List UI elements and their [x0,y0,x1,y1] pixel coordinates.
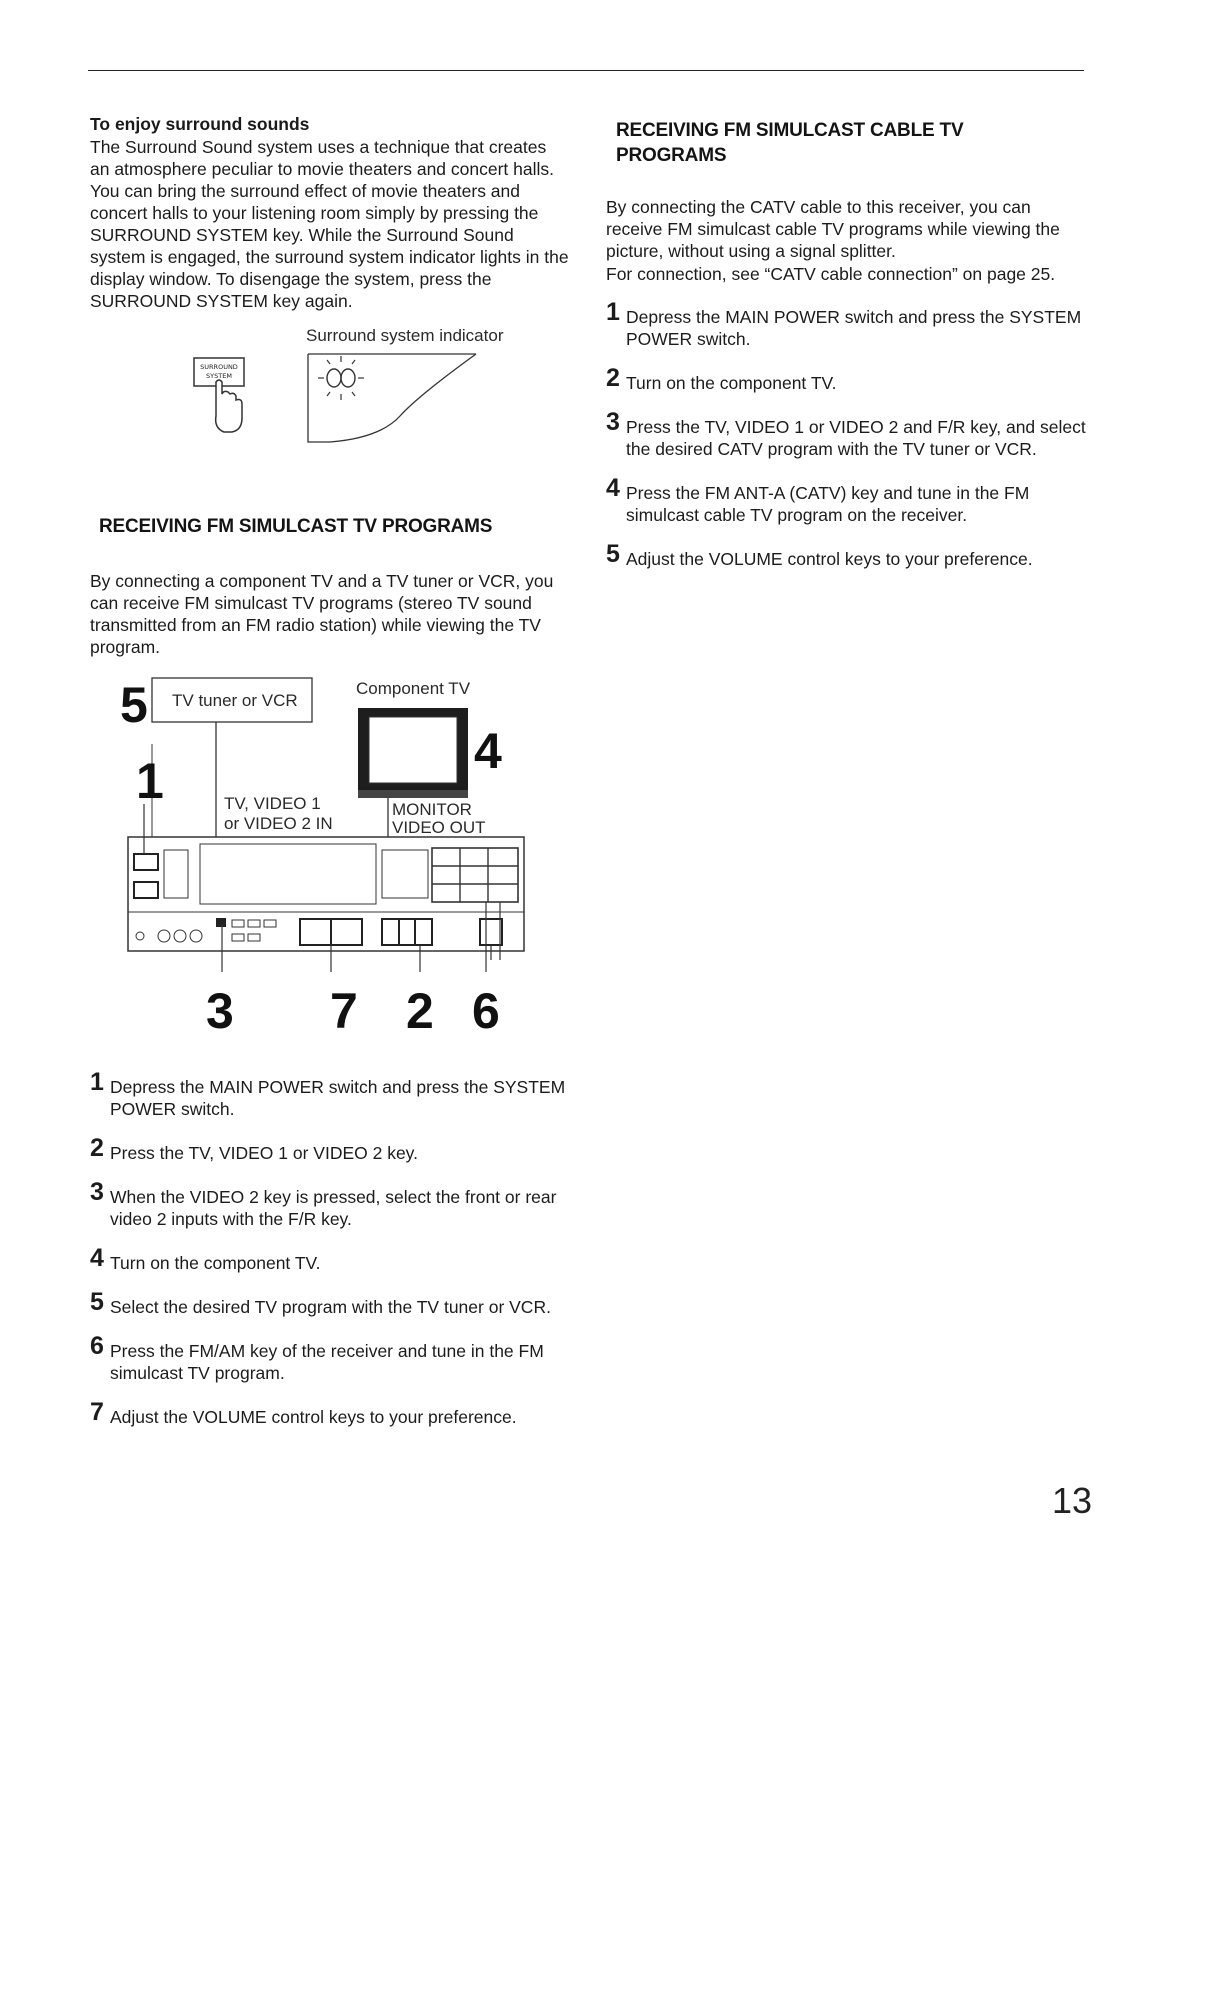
surround-heading: To enjoy surround sounds [90,114,310,134]
list-item: 2 Turn on the component TV. [606,364,837,393]
callout-4: 4 [474,723,502,779]
list-item: 5 Adjust the VOLUME control keys to your preference. [606,540,1033,569]
list-item: 3 Press the TV, VIDEO 1 or VIDEO 2 and F/R key, and select the desired CATV program with the TV tuner or VCR. [606,408,1086,459]
callout-1: 1 [136,753,164,809]
catv-intro: By connecting the CATV cable to this receiver, you can receive FM simulcast cable TV programs while viewing the picture, without using a signal splitter. [606,197,1060,261]
surround-illustration [190,346,490,448]
surround-indicator-icon [318,356,364,400]
monitor-label-line2: VIDEO OUT [392,818,486,837]
list-item: 4 Press the FM ANT-A (CATV) key and tune in the FM simulcast cable TV program on the receiver. [606,474,1030,525]
callout-2: 2 [406,983,434,1039]
fm-tv-intro: By connecting a component TV and a TV tuner or VCR, you can receive FM simulcast TV programs (stereo TV sound transmitted from an FM radio station) while viewing the TV program. [90,571,554,657]
surround-body: The Surround Sound system uses a technique that creates an atmosphere peculiar to movie theaters and concert halls. You can bring the surround effect of movie theaters and concert halls to your listening room simply by pressing the SURROUND SYSTEM key. While the Surround Sound system is engaged, the surround system indicator lights in the display window. To disengage the system, press the SURROUND SYSTEM key again. [90,137,569,311]
input-label-line1: TV, VIDEO 1 [224,794,321,813]
list-item: 3 When the VIDEO 2 key is pressed, select the front or rear video 2 inputs with the F/R key. [90,1178,557,1229]
list-item: 1 Depress the MAIN POWER switch and press the SYSTEM POWER switch. [606,298,1082,349]
list-item: 6 Press the FM/AM key of the receiver and tune in the FM simulcast TV program. [90,1332,544,1383]
tv-tuner-label: TV tuner or VCR [172,691,298,710]
catv-heading-line2: PROGRAMS [616,145,727,166]
list-item: 1 Depress the MAIN POWER switch and press the SYSTEM POWER switch. [90,1068,566,1119]
catv-steps [606,298,1086,570]
list-item: 5 Select the desired TV program with the TV tuner or VCR. [90,1288,551,1317]
callout-6: 6 [472,983,500,1039]
fm-tv-steps [90,1068,570,1428]
pointing-hand-icon [216,380,242,432]
list-item: 2 Press the TV, VIDEO 1 or VIDEO 2 key. [90,1134,418,1163]
list-item: 4 Turn on the component TV. [90,1244,321,1273]
list-item: 7 Adjust the VOLUME control keys to your preference. [90,1398,517,1427]
monitor-label-line1: MONITOR [392,800,472,819]
catv-intro-ref: For connection, see “CATV cable connection” on page 25. [606,264,1056,284]
catv-heading-line1: RECEIVING FM SIMULCAST CABLE TV [616,120,964,141]
surround-key-text-1: SURROUND [200,363,238,371]
page-number: 13 [1052,1480,1093,1521]
display-window-outline [308,354,476,442]
callout-3: 3 [206,983,234,1039]
top-rule [88,70,1084,71]
callout-5: 5 [120,677,148,733]
input-label-line2: or VIDEO 2 IN [224,814,333,833]
surround-key-text-2: SYSTEM [206,372,232,380]
surround-indicator-caption: Surround system indicator [306,326,504,345]
fm-tv-heading: RECEIVING FM SIMULCAST TV PROGRAMS [99,516,493,537]
callout-7: 7 [330,983,358,1039]
receiver-front-panel [128,837,524,951]
component-tv-label: Component TV [356,679,471,698]
